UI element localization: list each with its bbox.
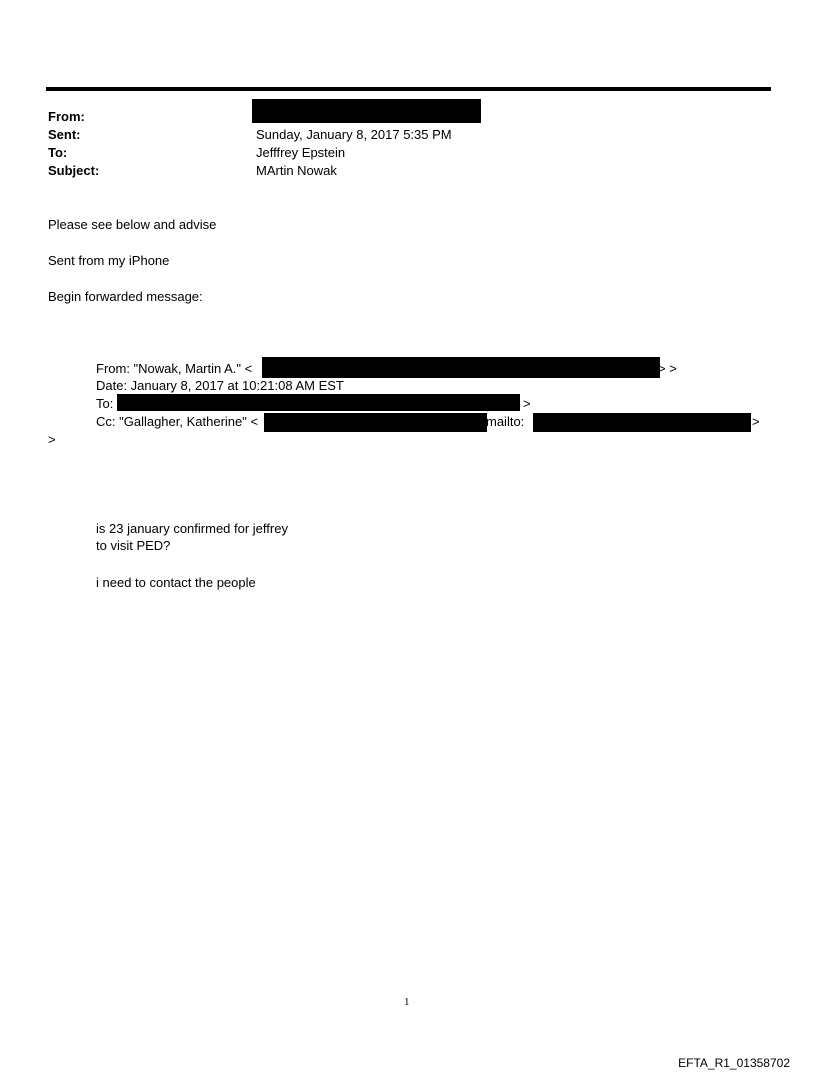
fwd-wrap-char: > [48, 432, 56, 447]
header-rule [46, 87, 771, 91]
redacted-from-address [252, 99, 481, 123]
body-forward-intro: Begin forwarded message: [48, 289, 203, 304]
document-id: EFTA_R1_01358702 [678, 1056, 790, 1070]
subject-value: MArtin Nowak [256, 163, 337, 178]
fwd-from-suffix: > > [658, 361, 677, 376]
fwd-date-line: Date: January 8, 2017 at 10:21:08 AM EST [96, 378, 344, 393]
fwd-to-suffix: > [523, 396, 531, 411]
fwd-cc-prefix: Cc: "Gallagher, Katherine" < [96, 414, 259, 429]
fwd-message-line1: is 23 january confirmed for jeffrey [96, 521, 288, 536]
redacted-fwd-from-address [262, 357, 660, 378]
body-signature-line: Sent from my iPhone [48, 253, 170, 268]
page-number: 1 [404, 996, 410, 1008]
fwd-to-prefix: To: [96, 396, 114, 411]
to-value: Jefffrey Epstein [256, 145, 346, 160]
redacted-fwd-cc-address [264, 413, 487, 432]
fwd-from-prefix: From: "Nowak, Martin A." < [96, 361, 253, 376]
sent-value: Sunday, January 8, 2017 5:35 PM [256, 127, 452, 142]
sent-label: Sent: [48, 127, 81, 142]
subject-label: Subject: [48, 163, 100, 178]
fwd-cc-suffix: > [752, 414, 760, 429]
redacted-fwd-to-address [117, 394, 520, 411]
fwd-message-line3: i need to contact the people [96, 575, 256, 590]
redacted-fwd-cc-mailto [533, 413, 751, 432]
fwd-cc-mailto: mailto: [486, 414, 525, 429]
body-advise-line: Please see below and advise [48, 217, 217, 232]
to-label: To: [48, 145, 68, 160]
from-label: From: [48, 109, 85, 124]
fwd-message-line2: to visit PED? [96, 538, 171, 553]
